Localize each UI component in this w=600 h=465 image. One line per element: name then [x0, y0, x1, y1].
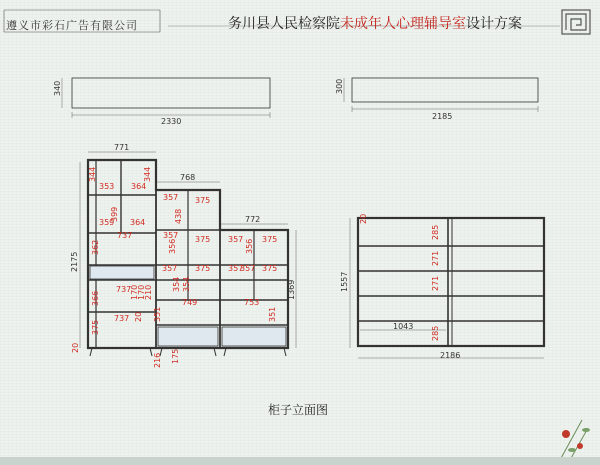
- cell-dim: 375: [195, 264, 211, 273]
- cell-dim: 357: [240, 264, 256, 273]
- cell-dim: 175: [171, 348, 180, 364]
- plan-right-width: 2185: [432, 112, 453, 121]
- plan-left-height: 340: [53, 80, 62, 96]
- cell-dim: 356: [168, 238, 177, 254]
- cell-dim: 353: [99, 182, 115, 191]
- cell-dim: 20: [134, 311, 143, 322]
- right-overall-height: 1557: [340, 271, 349, 292]
- cell-dim: 362: [91, 239, 100, 255]
- cell-dim: 344: [88, 166, 97, 182]
- cell-dim: 364: [130, 218, 146, 227]
- cell-dim: 737: [117, 231, 133, 240]
- right-overall-width: 2186: [440, 351, 461, 360]
- drawer-panel: [90, 266, 154, 279]
- cell-dim: 354: [172, 276, 181, 292]
- cabinet-feet: [90, 348, 286, 356]
- cell-dim: 216: [153, 352, 162, 368]
- cell-dim: 170: [130, 284, 139, 300]
- cell-dim: 357: [228, 235, 244, 244]
- drawer-panel: [158, 327, 218, 346]
- plan-left-width: 2330: [161, 117, 182, 126]
- shelf-dim: 285: [431, 224, 440, 240]
- cell-dim: 399: [110, 206, 119, 222]
- cell-dim: 210: [144, 284, 153, 300]
- cell-dim: 356: [245, 238, 254, 254]
- shelf-dim: 285: [431, 325, 440, 341]
- cell-dim: 375: [262, 264, 278, 273]
- right-section-height: 1369: [287, 279, 296, 300]
- cell-dim: 753: [244, 298, 260, 307]
- left-elevation: [70, 143, 296, 368]
- cell-dim: 357: [162, 264, 178, 273]
- inner-width: 1043: [393, 322, 414, 331]
- top-width-3: 772: [245, 215, 261, 224]
- cell-dim: 170: [137, 284, 146, 300]
- title-prefix: 务川县人民检察院: [228, 16, 340, 32]
- plan-view-right: [335, 78, 538, 121]
- cell-dim: 359: [99, 218, 115, 227]
- cell-dim: 375: [91, 319, 100, 335]
- cell-dim: 357: [228, 264, 244, 273]
- cell-dim: 354: [182, 276, 191, 292]
- company-name: 遵义市彩石广告有限公司: [6, 19, 138, 32]
- plan-right-height: 300: [335, 78, 344, 94]
- title-highlight: 未成年人心理辅导室: [340, 16, 466, 32]
- flower-decoration: [560, 420, 590, 460]
- cell-dim: 375: [262, 235, 278, 244]
- cell-dim: 357: [163, 193, 179, 202]
- drawing-caption: 柜子立面图: [268, 403, 329, 417]
- cell-dim: 737: [116, 285, 132, 294]
- cell-dim: 351: [153, 306, 162, 322]
- cell-dim: 375: [195, 235, 211, 244]
- shelf-dim: 271: [431, 275, 440, 291]
- cell-dim: 375: [195, 196, 211, 205]
- cell-dim: 364: [131, 182, 147, 191]
- title-suffix: 设计方案: [466, 16, 522, 32]
- cell-dim: 357: [163, 231, 179, 240]
- cell-dim: 351: [268, 306, 277, 322]
- drawer-panel: [222, 327, 286, 346]
- shelf-dim: 20: [359, 213, 368, 224]
- cell-dim: 737: [114, 314, 130, 323]
- cell-dim: 749: [182, 298, 198, 307]
- top-width-2: 768: [180, 173, 196, 182]
- plan-view-left: [53, 78, 270, 126]
- footer-bar: [0, 457, 600, 465]
- cell-dim: 344: [143, 166, 152, 182]
- top-width-1: 771: [114, 143, 130, 152]
- left-base-height: 20: [71, 342, 80, 353]
- cell-dim: 366: [91, 290, 100, 306]
- right-elevation: [340, 214, 544, 360]
- left-overall-height: 2175: [70, 251, 79, 272]
- cell-dim: 438: [174, 208, 183, 224]
- shelf-dim: 271: [431, 250, 440, 266]
